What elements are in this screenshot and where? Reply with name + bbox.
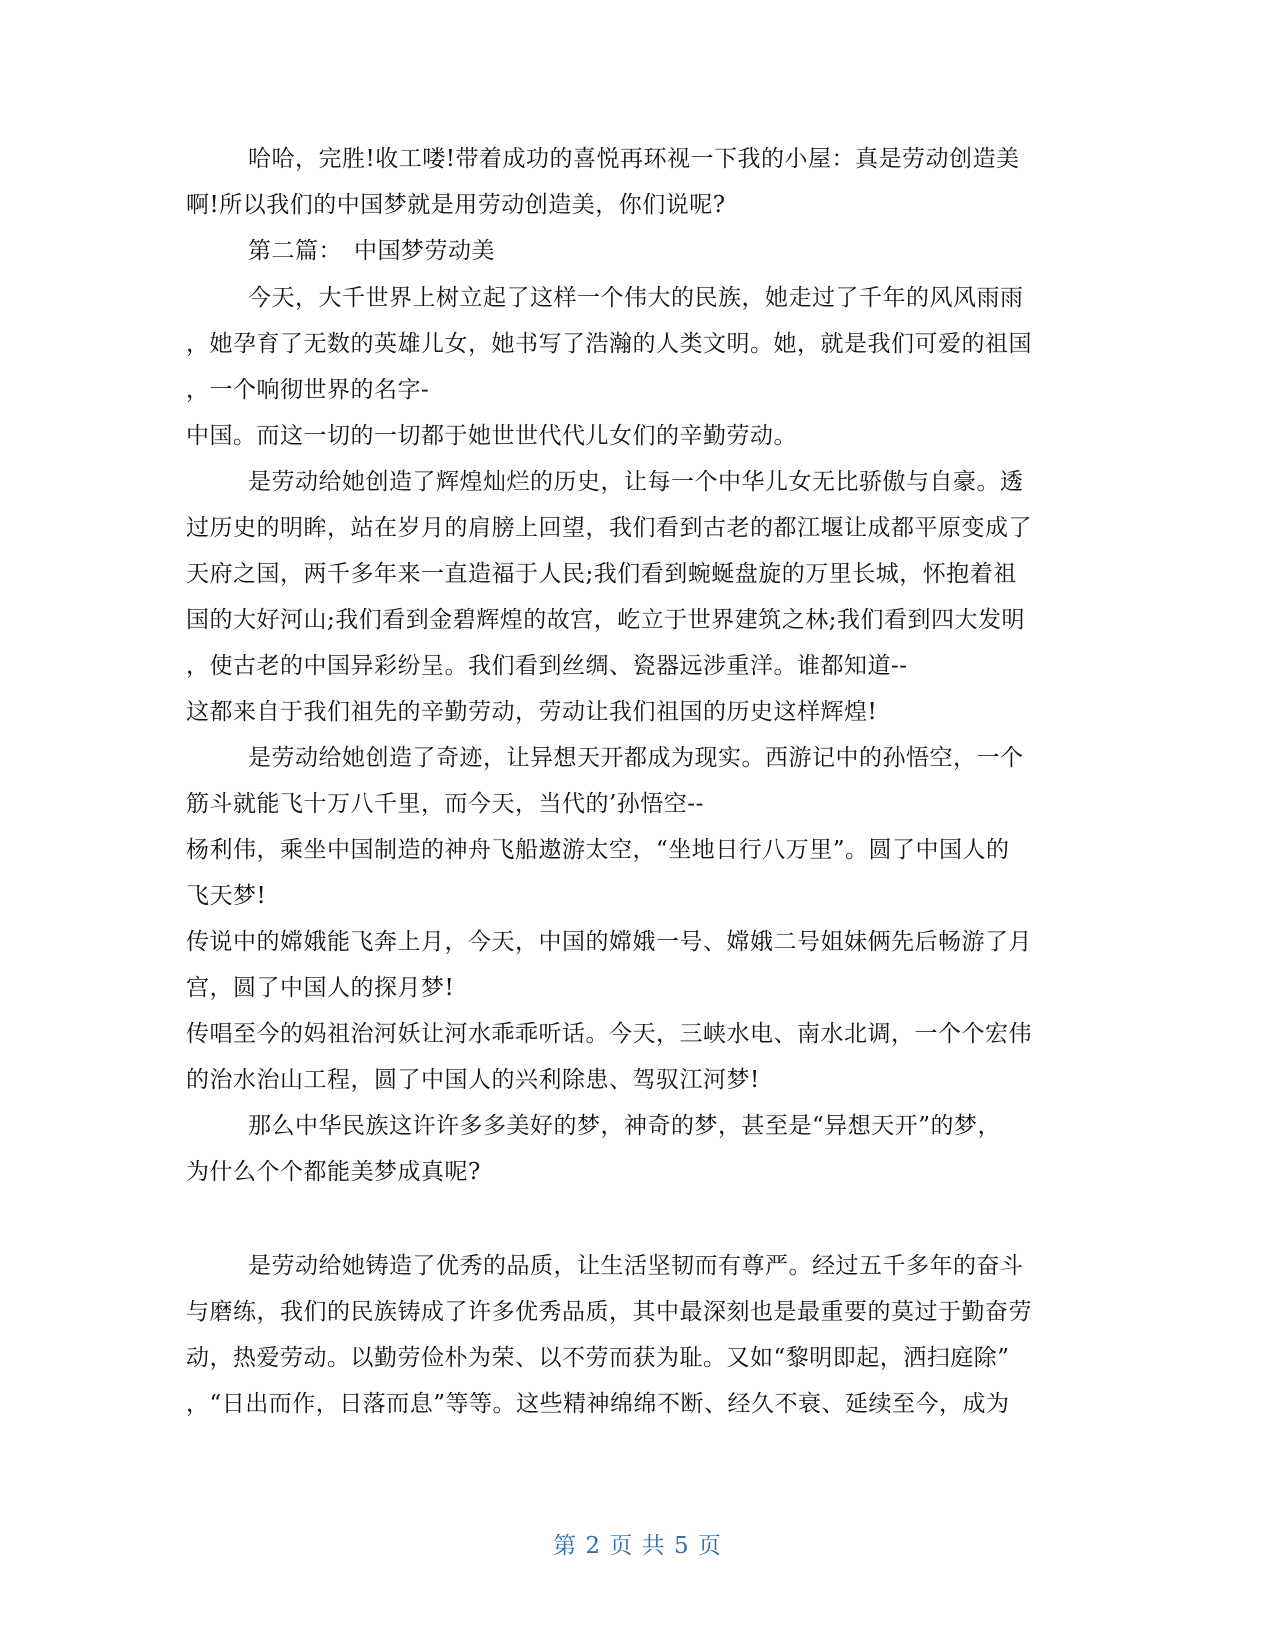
text-line: 国的大好河山;我们看到金碧辉煌的故宫，屹立于世界建筑之林;我们看到四大发明 <box>186 607 1025 633</box>
text-line: ，一个响彻世界的名字- <box>186 377 430 403</box>
text-line: ，使古老的中国异彩纷呈。我们看到丝绸、瓷器远涉重洋。谁都知道-- <box>186 653 908 679</box>
page-number-footer: 第 2 页 共 5 页 <box>553 1533 722 1559</box>
text-line: 啊!所以我们的中国梦就是用劳动创造美，你们说呢? <box>186 192 726 218</box>
text-line: ，她孕育了无数的英雄儿女，她书写了浩瀚的人类文明。她，就是我们可爱的祖国 <box>186 331 1032 357</box>
text-line: 为什么个个都能美梦成真呢? <box>186 1159 481 1185</box>
text-line: 动，热爱劳动。以勤劳俭朴为荣、以不劳而获为耻。又如“黎明即起，洒扫庭除” <box>186 1345 1010 1371</box>
text-line: 杨利伟，乘坐中国制造的神舟飞船遨游太空，“坐地日行八万里”。圆了中国人的 <box>186 837 1010 863</box>
text-line: 过历史的明眸，站在岁月的肩膀上回望，我们看到古老的都江堰让成都平原变成了 <box>186 515 1032 541</box>
text-line: 与磨练，我们的民族铸成了许多优秀品质，其中最深刻也是最重要的莫过于勤奋劳 <box>186 1299 1032 1325</box>
text-line: 哈哈，完胜!收工喽!带着成功的喜悦再环视一下我的小屋：真是劳动创造美 <box>248 146 1020 172</box>
text-line: 宫，圆了中国人的探月梦! <box>186 975 455 1001</box>
text-line: 这都来自于我们祖先的辛勤劳动，劳动让我们祖国的历史这样辉煌! <box>186 699 878 725</box>
text-line: 传说中的嫦娥能飞奔上月，今天，中国的嫦娥一号、嫦娥二号姐妹俩先后畅游了月 <box>186 929 1032 955</box>
text-line: 筋斗就能飞十万八千里，而今天，当代的’孙悟空-- <box>186 791 704 817</box>
text-line: 是劳动给她铸造了优秀的品质，让生活坚韧而有尊严。经过五千多年的奋斗 <box>248 1253 1024 1279</box>
text-line: 中国。而这一切的一切都于她世世代代儿女们的辛勤劳动。 <box>186 423 797 449</box>
text-line: 那么中华民族这许许多多美好的梦，神奇的梦，甚至是“异想天开”的梦， <box>248 1113 1002 1139</box>
section-heading: 第二篇： 中国梦劳动美 <box>248 238 495 264</box>
text-line: 是劳动给她创造了辉煌灿烂的历史，让每一个中华儿女无比骄傲与自豪。透 <box>248 469 1024 495</box>
text-line: ，“日出而作，日落而息”等等。这些精神绵绵不断、经久不衰、延续至今，成为 <box>186 1391 1010 1417</box>
text-line: 天府之国，两千多年来一直造福于人民;我们看到蜿蜒盘旋的万里长城，怀抱着祖 <box>186 561 1017 587</box>
text-line: 是劳动给她创造了奇迹，让异想天开都成为现实。西游记中的孙悟空，一个 <box>248 745 1024 771</box>
text-line: 的治水治山工程，圆了中国人的兴利除患、驾驭江河梦! <box>186 1067 760 1093</box>
text-line: 今天，大千世界上树立起了这样一个伟大的民族，她走过了千年的风风雨雨 <box>248 285 1024 311</box>
text-line: 飞天梦! <box>186 883 267 909</box>
text-line: 传唱至今的妈祖治河妖让河水乖乖听话。今天，三峡水电、南水北调，一个个宏伟 <box>186 1021 1032 1047</box>
